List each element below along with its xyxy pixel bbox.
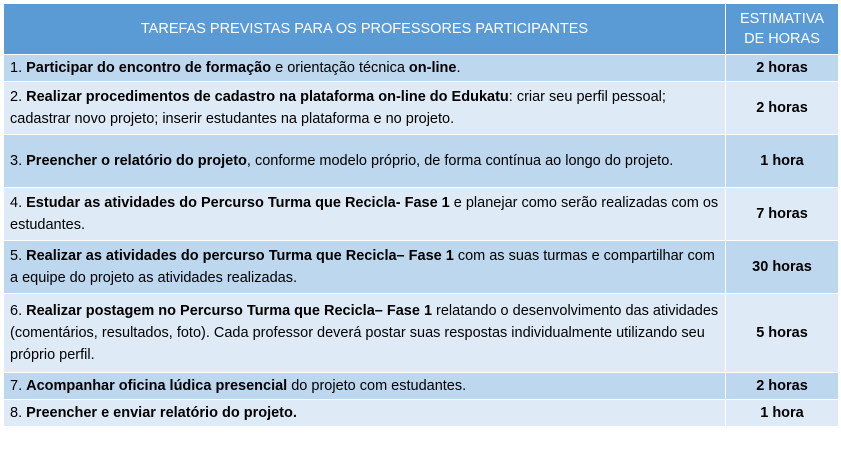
task-text-part: Realizar as atividades do percurso Turma que Recicla– Fase 1 (26, 248, 454, 264)
table-row (4, 373, 839, 400)
header-hours (726, 4, 839, 55)
hours-cell: 2 horas (726, 373, 839, 400)
task-text-part: 3. (10, 153, 27, 169)
task-text-part: e orientação técnica (271, 60, 409, 76)
task-text-part: on-line (408, 60, 457, 76)
task-text-part: , conforme modelo próprio, de forma contínua ao longo do projeto. (246, 153, 674, 169)
table-row (4, 188, 839, 241)
task-text-part: Participar do encontro de formação (26, 60, 272, 76)
task-text-part: Realizar procedimentos de cadastro na plataforma on-line do Edukatu (26, 89, 509, 105)
table-row (4, 135, 839, 188)
hours-cell: 1 hora (726, 400, 839, 427)
task-cell (4, 82, 726, 135)
hours-cell: 2 horas (726, 82, 839, 135)
task-text-part: do projeto com estudantes. (287, 378, 467, 394)
task-text-part: Preencher o relatório do projeto (26, 153, 247, 169)
task-cell (4, 294, 726, 373)
task-cell (4, 55, 726, 82)
task-text-part: Preencher e enviar relatório do projeto. (26, 405, 297, 421)
task-text-part: Estudar as atividades do Percurso Turma que Recicla- Fase 1 (26, 195, 450, 211)
task-text-part: e planejar como serão realizadas com os estudantes. (10, 195, 719, 233)
table-row (4, 294, 839, 373)
tasks-table (3, 3, 839, 427)
table-header-row (4, 4, 839, 55)
task-text-part: 7. (10, 378, 27, 394)
hours-cell: 5 horas (726, 294, 839, 373)
task-text-part: 8. (10, 405, 27, 421)
task-text-part: Acompanhar oficina lúdica presencial (26, 378, 288, 394)
header-hours-line1: ESTIMATIVA (739, 11, 825, 27)
task-cell (4, 135, 726, 188)
task-text-part: 5. (10, 248, 27, 264)
header-task: TAREFAS PREVISTAS PARA OS PROFESSORES PARTICIPANTES (4, 4, 726, 55)
table-row (4, 400, 839, 427)
table-row (4, 82, 839, 135)
task-text-part: 2. (10, 89, 27, 105)
task-text-part: Realizar postagem no Percurso Turma que Recicla– Fase 1 (26, 303, 433, 319)
task-cell (4, 400, 726, 427)
hours-cell: 2 horas (726, 55, 839, 82)
hours-cell: 30 horas (726, 241, 839, 294)
task-text-part: com as suas turmas e compartilhar com a equipe do projeto as atividades realizadas. (10, 248, 715, 286)
table-row (4, 241, 839, 294)
header-hours-line2: DE HORAS (744, 31, 820, 47)
hours-cell: 1 hora (726, 135, 839, 188)
task-text-part: relatando o desenvolvimento das atividades (comentários, resultados, foto). Cada professor deverá postar suas respostas individualmente utilizando seu próprio perfil. (10, 303, 719, 363)
task-text-part: 1. (10, 60, 27, 76)
task-text-part: 6. (10, 303, 27, 319)
task-text-part: 4. (10, 195, 27, 211)
task-cell (4, 241, 726, 294)
task-text-part: : criar seu perfil pessoal; cadastrar novo projeto; inserir estudantes na plataforma e no projeto. (10, 89, 666, 127)
table-row (4, 55, 839, 82)
task-cell (4, 373, 726, 400)
task-cell (4, 188, 726, 241)
task-text-part: . (456, 60, 461, 76)
hours-cell: 7 horas (726, 188, 839, 241)
